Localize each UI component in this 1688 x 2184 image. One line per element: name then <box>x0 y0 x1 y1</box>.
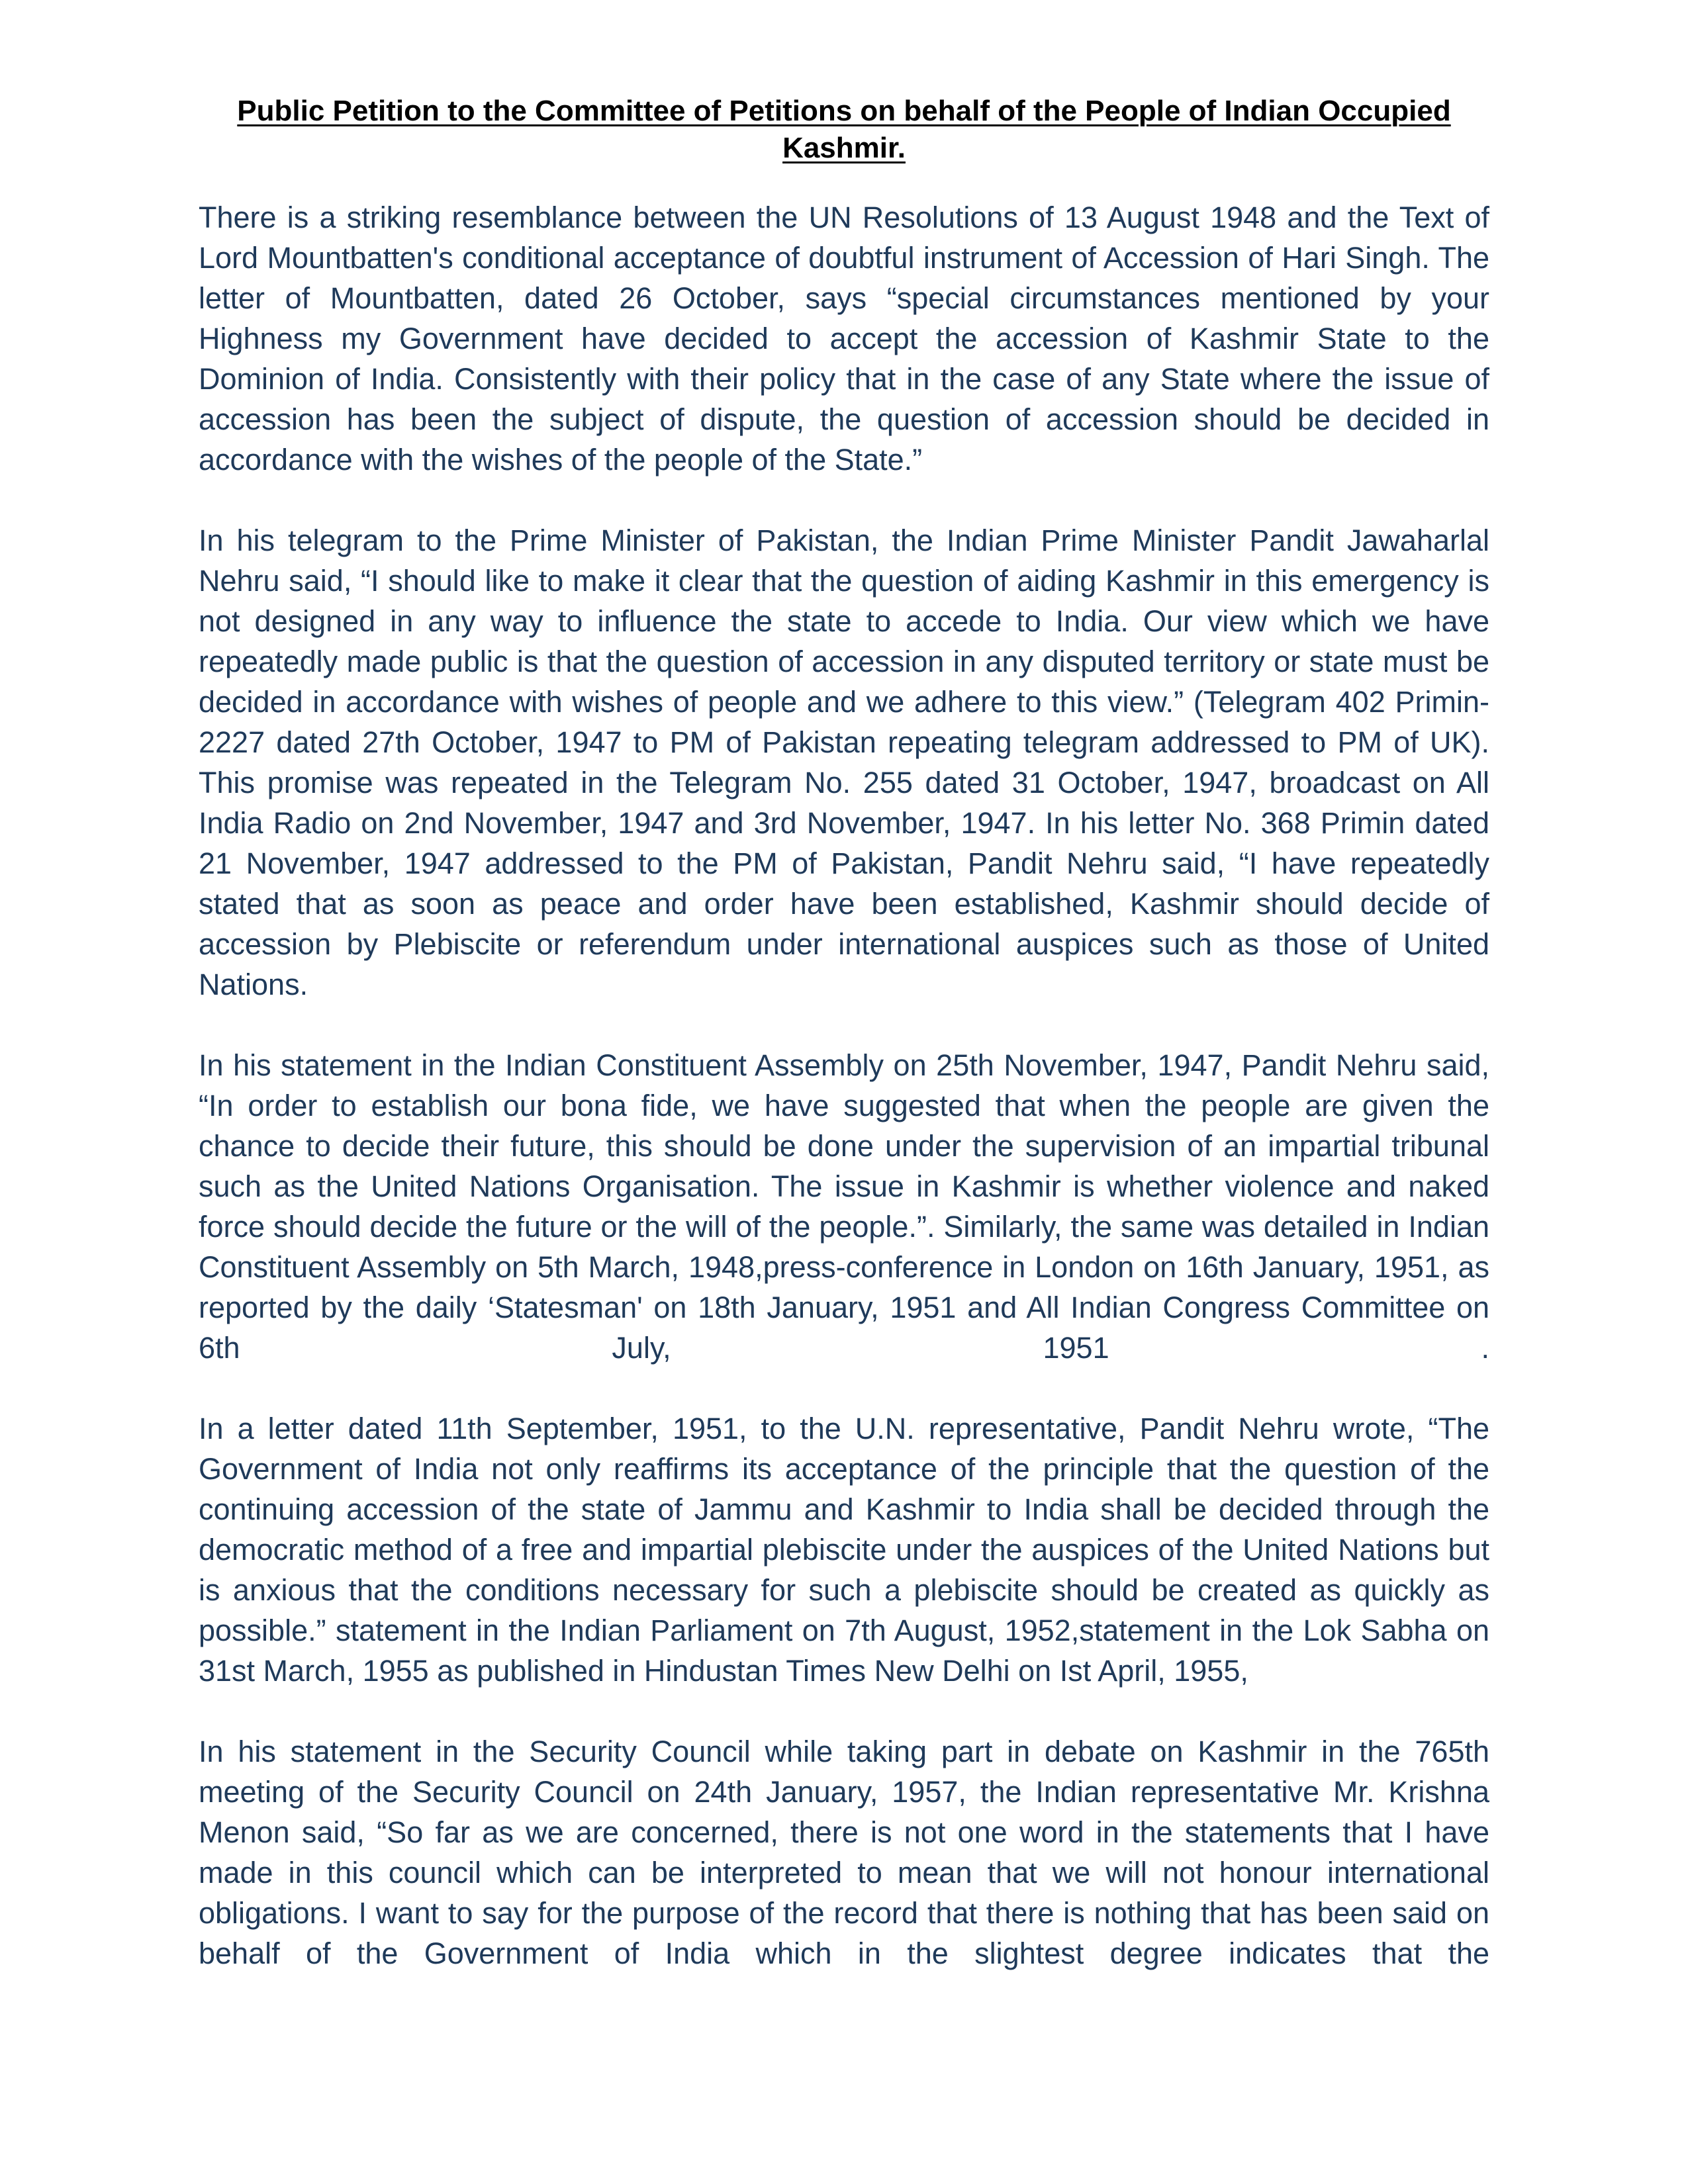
paragraph-constituent-assembly: In his statement in the Indian Constituent Assembly on 25th November, 1947, Pandit Nehru said, “In order to establish our bona fide, we have suggested that when the people are given the chance to decide their future, this should be done under the supervision of an impartial tribunal such as the United Nations Organisation. The issue in Kashmir is whether violence and naked force should decide the future or the will of the people.”. Similarly, the same was detailed in Indian Constituent Assembly on 5th March, 1948,press-conference in London on 16th January, 1951, as reported by the daily ‘Statesman' on 18th January, 1951 and All Indian Congress Committee on 6th July, 1951 . <box>199 1048 1489 1365</box>
paragraph-security-council: In his statement in the Security Council while taking part in debate on Kashmir in the 765th meeting of the Security Council on 24th January, 1957, the Indian representative Mr. Krishna Menon said, “So far as we are concerned, there is not one word in the statements that I have made in this council which can be interpreted to mean that we will not honour international obligations. I want to say for the purpose of the record that there is nothing that has been said on behalf of the Government of India which in the slightest degree indicates that the <box>199 1735 1489 1970</box>
document-title: Public Petition to the Committee of Petitions on behalf of the People of Indian Occupied Kashmir. <box>237 95 1451 164</box>
document-body <box>199 197 1489 2014</box>
paragraph-nehru-telegram: In his telegram to the Prime Minister of Pakistan, the Indian Prime Minister Pandit Jawaharlal Nehru said, “I should like to make it clear that the question of aiding Kashmir in this emergency is not designed in any way to influence the state to accede to India. Our view which we have repeatedly made public is that the question of accession in any disputed territory or state must be decided in accordance with wishes of people and we adhere to this view.” (Telegram 402 Primin-2227 dated 27th October, 1947 to PM of Pakistan repeating telegram addressed to PM of UK). This promise was repeated in the Telegram No. 255 dated 31 October, 1947, broadcast on All India Radio on 2nd November, 1947 and 3rd November, 1947. In his letter No. 368 Primin dated 21 November, 1947 addressed to the PM of Pakistan, Pandit Nehru said, “I have repeatedly stated that as soon as peace and order have been established, Kashmir should decide of accession by Plebiscite or referendum under international auspices such as those of United Nations. <box>199 523 1489 1001</box>
paragraph-mountbatten-letter: There is a striking resemblance between the UN Resolutions of 13 August 1948 and the Text of Lord Mountbatten's conditional acceptance of doubtful instrument of Accession of Hari Singh. The letter of Mountbatten, dated 26 October, says “special circumstances mentioned by your Highness my Government have decided to accept the accession of Kashmir State to the Dominion of India. Consistently with their policy that in the case of any State where the issue of accession has been the subject of dispute, the question of accession should be decided in accordance with the wishes of the people of the State.” <box>199 201 1489 477</box>
paragraph-un-letter: In a letter dated 11th September, 1951, to the U.N. representative, Pandit Nehru wrote, “The Government of India not only reaffirms its acceptance of the principle that the question of the continuing accession of the state of Jammu and Kashmir to India shall be decided through the democratic method of a free and impartial plebiscite under the auspices of the United Nations but is anxious that the conditions necessary for such a plebiscite should be created as quickly as possible.” statement in the Indian Parliament on 7th August, 1952,statement in the Lok Sabha on 31st March, 1955 as published in Hindustan Times New Delhi on Ist April, 1955, <box>199 1412 1489 1688</box>
